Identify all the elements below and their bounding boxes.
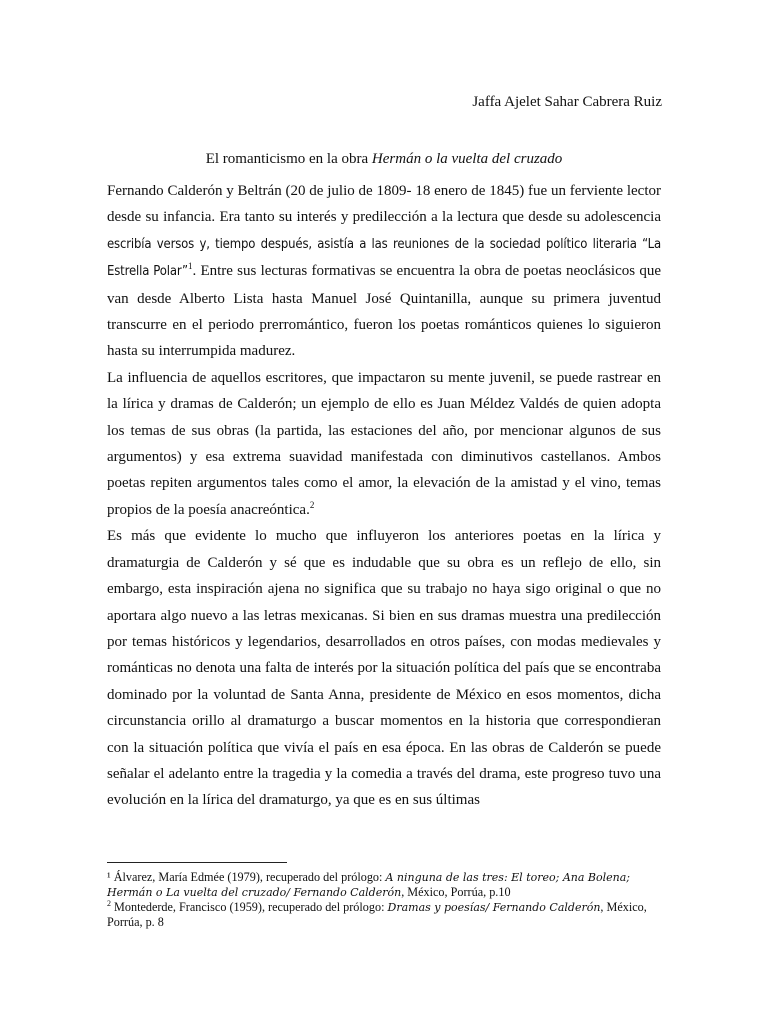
footnote-ref-1: 1 — [187, 261, 193, 272]
paragraph-1-part-1: Fernando Calderón y Beltrán (20 de julio de 1809- 18 enero de 1845) fue un ferviente lector desde su infancia. Era tanto su interés y predilección a la lectura que desde su adolescencia — [107, 183, 661, 226]
footnote-2-text-after: , México, Porrúa, p. 8 — [107, 900, 647, 929]
footnote-1 — [107, 870, 661, 900]
paragraph-1 — [107, 178, 661, 365]
footnote-1-italic: A ninguna de las tres: El toreo; Ana Bolena; Hermán o La vuelta del cruzado/ Fernando Calderón — [107, 871, 630, 899]
footnote-1-marker: ¹ — [107, 870, 111, 884]
paragraph-2 — [107, 365, 661, 523]
footnote-2-marker: 2 — [107, 898, 111, 908]
title-prefix: El romanticismo en la obra — [205, 151, 372, 167]
footnote-separator — [107, 862, 287, 863]
paragraph-3: Es más que evidente lo mucho que influyeron los anteriores poetas en la lírica y dramaturgia de Calderón y sé que es indudable que su obra es un reflejo de ello, sin embargo, esta inspiración ajena no significa que su trabajo no haya sigo original o que no aportara algo nuevo a las letras mexicanas. Si bien en sus dramas muestra una predilección por temas históricos y legendarios, desarrollados en otros países, con modas medievales y románticas no denota una falta de interés por la situación política del país que se encontraba dominado por la voluntad de Santa Anna, presidente de México en esos momentos, dicha circunstancia orillo al dramaturgo a buscar momentos en la historia que correspondieran con la situación política que vivía el país en esa época. En las obras de Calderón se puede señalar el adelanto entre la tragedia y la comedia a través del drama, este progreso tuvo una evolución en la lírica del dramaturgo, ya que es en sus últimas — [107, 528, 661, 809]
footnote-2-text-before: Montederde, Francisco (1959), recuperado del prólogo: — [111, 900, 388, 914]
footnotes — [107, 870, 661, 930]
footnote-2-italic: Dramas y poesías/ Fernando Calderón — [387, 901, 601, 914]
title-work: Hermán o la vuelta del cruzado — [371, 151, 563, 167]
footnote-1-text-after: , México, Porrúa, p.10 — [401, 885, 511, 899]
paragraph-1-part-3: . Entre sus lecturas formativas se encuentra la obra de poetas neoclásicos que van desde Alberto Lista hasta Manuel José Quintanilla, aunque su primera juventud transcurre en el periodo prerromántico, fueron los poetas románticos quienes lo siguieron hasta su interrumpida madurez. — [107, 263, 661, 360]
document-title — [0, 149, 768, 169]
paragraph-2-text: La influencia de aquellos escritores, que impactaron su mente juvenil, se puede rastrear en la lírica y dramas de Calderón; un ejemplo de ello es Juan Méldez Valdés de quien adopta los temas de sus obras (la partida, las estaciones del año, por mencionar algunos de sus argumentos) y esa extrema suavidad manifestada con diminutivos castellanos. Ambos poetas repiten argumentos tales como el amor, la elevación de la amistad y el vino, temas propios de la poesía anacreóntica. — [107, 369, 661, 518]
paragraph-1-part-2: escribía versos y, tiempo después, asistía a las reuniones de la sociedad político literaria “La Estrella Polar” — [107, 236, 661, 280]
footnote-1-text-before: Álvarez, María Edmée (1979), recuperado del prólogo: — [110, 870, 386, 884]
author-name: Jaffa Ajelet Sahar Cabrera Ruiz — [472, 94, 662, 110]
footnote-ref-2: 2 — [309, 499, 315, 510]
body-text — [107, 178, 661, 814]
footnote-2 — [107, 900, 661, 930]
